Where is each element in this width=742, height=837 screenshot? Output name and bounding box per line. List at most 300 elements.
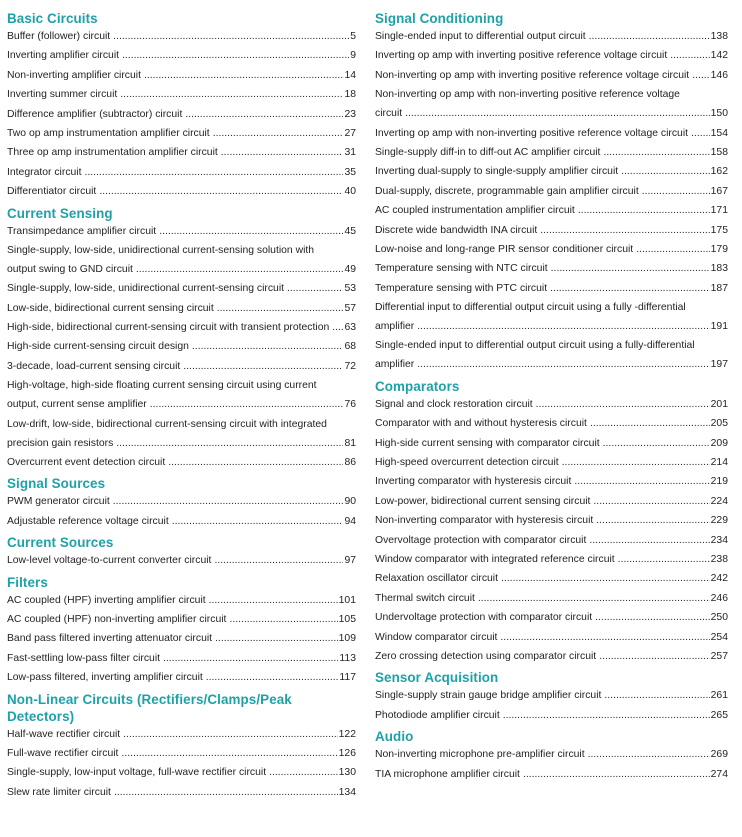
entry-title: Slew rate limiter circuit xyxy=(7,786,111,798)
toc-entry[interactable] xyxy=(7,728,356,741)
toc-entry[interactable] xyxy=(375,30,728,43)
page-number: 126 xyxy=(338,747,356,759)
page-number: 101 xyxy=(338,594,356,606)
toc-entry[interactable] xyxy=(7,379,356,411)
toc-entry[interactable] xyxy=(375,49,728,62)
dot-leader xyxy=(214,554,343,567)
page-number: 167 xyxy=(710,185,728,197)
entry-title: Difference amplifier (subtractor) circuit xyxy=(7,108,183,120)
entry-title: Fast-settling low-pass filter circuit xyxy=(7,652,161,664)
toc-entry[interactable] xyxy=(7,146,356,159)
toc-entry[interactable] xyxy=(7,652,356,665)
toc-entry[interactable] xyxy=(7,88,356,101)
page-number: 246 xyxy=(710,592,728,604)
dot-leader xyxy=(589,534,709,547)
page-number: 31 xyxy=(344,147,356,159)
page-number: 94 xyxy=(344,515,356,527)
dot-leader xyxy=(136,263,344,276)
entry-title: Half-wave rectifier circuit xyxy=(7,728,121,740)
page-number: 201 xyxy=(710,398,728,410)
dot-leader xyxy=(550,282,710,295)
entry-title-line: Non-inverting op amp with non-inverting positive reference voltage xyxy=(375,89,680,101)
toc-entry[interactable] xyxy=(375,572,728,585)
page-number: 242 xyxy=(710,573,728,585)
section-heading: Sensor Acquisition xyxy=(375,670,499,686)
section-heading: Comparators xyxy=(375,378,460,394)
entry-title: Transimpedance amplifier circuit xyxy=(7,225,157,237)
page-number: 214 xyxy=(710,457,728,469)
entry-title: Single-supply strain gauge bridge amplifier circuit xyxy=(375,690,602,702)
entry-title: amplifier xyxy=(375,321,415,333)
toc-section-filters xyxy=(7,574,356,685)
entry-title: Low-side, bidirectional current sensing circuit xyxy=(7,302,214,314)
dot-leader xyxy=(603,437,710,450)
page-number: 76 xyxy=(344,399,356,411)
entry-title: Inverting amplifier circuit xyxy=(7,50,120,62)
dot-leader xyxy=(168,456,343,469)
toc-entry[interactable] xyxy=(7,166,356,179)
toc-entry[interactable] xyxy=(7,185,356,198)
page-number: 122 xyxy=(338,728,356,740)
toc-entry[interactable] xyxy=(7,515,356,528)
page-number: 63 xyxy=(344,322,356,334)
entry-title: Two op amp instrumentation amplifier circuit xyxy=(7,127,210,139)
dot-leader xyxy=(206,671,339,684)
entry-title: Non-inverting microphone pre-amplifier circuit xyxy=(375,749,585,761)
entry-title: Overvoltage protection with comparator circuit xyxy=(375,534,587,546)
entry-title: Integrator circuit xyxy=(7,166,82,178)
entry-title-line: Single-supply, low-side, unidirectional current-sensing solution with xyxy=(7,244,315,256)
toc-section-non-linear-circuits-rectifiers-clamps-peak-detectors xyxy=(7,691,356,799)
dot-leader xyxy=(501,572,710,585)
entry-title: TIA microphone amplifier circuit xyxy=(375,768,520,780)
page-number: 158 xyxy=(710,146,728,158)
entry-title: Band pass filtered inverting attenuator circuit xyxy=(7,633,213,645)
entry-title-line: Differential input to differential output circuit using a fully -differential xyxy=(375,302,686,314)
entry-title: Three op amp instrumentation amplifier circuit xyxy=(7,147,218,159)
dot-leader xyxy=(213,127,344,140)
page-number: 162 xyxy=(710,166,728,178)
toc-right-column xyxy=(375,10,728,787)
toc-entry[interactable] xyxy=(375,437,728,450)
entry-title: Window comparator circuit xyxy=(375,631,498,643)
toc-entry[interactable] xyxy=(375,127,728,140)
toc-entry[interactable] xyxy=(375,592,728,605)
dot-leader xyxy=(500,631,709,644)
entry-title: output swing to GND circuit xyxy=(7,263,133,275)
section-heading: Current Sensing xyxy=(7,205,113,221)
toc-section-signal-sources xyxy=(7,475,356,527)
page-number: 134 xyxy=(338,786,356,798)
entry-title: Adjustable reference voltage circuit xyxy=(7,515,169,527)
toc-entry[interactable] xyxy=(375,534,728,547)
section-heading: Signal Sources xyxy=(7,476,106,492)
page-number: 57 xyxy=(344,302,356,314)
toc-entry-list xyxy=(375,689,728,721)
toc-entry[interactable] xyxy=(7,495,356,508)
toc-left-column xyxy=(7,10,356,805)
page-number: 234 xyxy=(710,534,728,546)
dot-leader xyxy=(229,613,337,626)
dot-leader xyxy=(574,475,709,488)
dot-leader xyxy=(122,49,349,62)
page-number: 205 xyxy=(710,418,728,430)
toc-entry[interactable] xyxy=(7,225,356,238)
toc-entry[interactable] xyxy=(7,418,356,450)
page-number: 18 xyxy=(344,89,356,101)
dot-leader xyxy=(85,166,344,179)
toc-entry[interactable] xyxy=(7,321,356,334)
entry-title: Temperature sensing with NTC circuit xyxy=(375,263,548,275)
page-number: 81 xyxy=(344,437,356,449)
toc-section-comparators xyxy=(375,378,728,663)
page-number: 191 xyxy=(710,321,728,333)
toc-entry[interactable] xyxy=(7,594,356,607)
dot-leader xyxy=(209,594,338,607)
entry-title: Single-supply, low-input voltage, full-wave rectifier circuit xyxy=(7,767,267,779)
toc-entry[interactable] xyxy=(7,69,356,82)
entry-title: AC coupled instrumentation amplifier circuit xyxy=(375,205,575,217)
entry-title-last-line xyxy=(7,398,356,411)
entry-title: Inverting summer circuit xyxy=(7,89,118,101)
page-number: 14 xyxy=(344,69,356,81)
page-number: 274 xyxy=(710,768,728,780)
entry-title-last-line xyxy=(7,437,356,450)
entry-title-last-line xyxy=(375,358,728,371)
toc-entry[interactable] xyxy=(375,748,728,761)
page-number: 5 xyxy=(350,31,356,42)
toc-entry[interactable] xyxy=(375,146,728,159)
toc-entry[interactable] xyxy=(375,398,728,411)
dot-leader xyxy=(588,748,710,761)
entry-title: Zero crossing detection using comparator circuit xyxy=(375,650,597,662)
dot-leader xyxy=(593,495,709,508)
entry-title: Window comparator with integrated reference circuit xyxy=(375,553,615,565)
dot-leader xyxy=(417,320,709,333)
page-number: 142 xyxy=(710,50,728,62)
dot-leader xyxy=(332,321,343,334)
dot-leader xyxy=(599,650,709,663)
entry-title: Non-inverting op amp with inverting positive reference voltage circuit xyxy=(375,69,690,81)
toc-entry[interactable] xyxy=(375,689,728,702)
toc-entry[interactable] xyxy=(375,495,728,508)
entry-title-line: Low-drift, low-side, bidirectional current-sensing circuit with integrated xyxy=(7,418,327,430)
entry-title: Low-noise and long-range PIR sensor conditioner circuit xyxy=(375,243,634,255)
dot-leader xyxy=(578,204,710,217)
toc-entry[interactable] xyxy=(7,632,356,645)
toc-entry-list xyxy=(375,398,728,663)
entry-title-line: Single-ended input to differential output circuit using a fully-differential xyxy=(375,340,695,352)
toc-entry[interactable] xyxy=(375,69,728,82)
entry-title: Single-supply diff-in to diff-out AC amplifier circuit xyxy=(375,146,601,158)
toc-entry-list xyxy=(7,495,356,527)
toc-section-sensor-acquisition xyxy=(375,669,728,721)
toc-entry[interactable] xyxy=(375,456,728,469)
dot-leader xyxy=(589,30,710,43)
dot-leader xyxy=(603,146,709,159)
page-number: 146 xyxy=(710,69,728,81)
entry-title: Thermal switch circuit xyxy=(375,592,475,604)
toc-entry[interactable] xyxy=(7,282,356,295)
toc-entry[interactable] xyxy=(375,475,728,488)
entry-title: Photodiode amplifier circuit xyxy=(375,709,500,721)
entry-title: 3-decade, load-current sensing circuit xyxy=(7,360,181,372)
toc-entry[interactable] xyxy=(7,302,356,315)
dot-leader xyxy=(562,456,710,469)
entry-title: Undervoltage protection with comparator circuit xyxy=(375,612,593,624)
dot-leader xyxy=(123,728,337,741)
toc-entry[interactable] xyxy=(375,611,728,624)
dot-leader xyxy=(113,30,349,43)
page-number: 183 xyxy=(710,263,728,275)
toc-entry[interactable] xyxy=(375,243,728,256)
toc-entry[interactable] xyxy=(7,30,356,43)
dot-leader xyxy=(287,282,343,295)
page-number: 45 xyxy=(344,225,356,237)
entry-title-last-line xyxy=(375,107,728,120)
entry-title: Low-pass filtered, inverting amplifier circuit xyxy=(7,672,203,684)
page-number: 187 xyxy=(710,282,728,294)
dot-leader xyxy=(114,786,338,799)
toc-entry[interactable] xyxy=(7,340,356,353)
toc-entry[interactable] xyxy=(375,553,728,566)
toc-section-basic-circuits xyxy=(7,10,356,198)
entry-title: Differentiator circuit xyxy=(7,186,97,198)
toc-entry[interactable] xyxy=(375,204,728,217)
dot-leader xyxy=(636,243,709,256)
toc-entry[interactable] xyxy=(375,224,728,237)
dot-leader xyxy=(405,107,710,120)
dot-leader xyxy=(150,398,344,411)
page-number: 175 xyxy=(710,224,728,236)
entry-title: High-side current-sensing circuit design xyxy=(7,341,189,353)
dot-leader xyxy=(536,398,710,411)
toc-entry[interactable] xyxy=(375,768,728,781)
toc-entry-list xyxy=(7,728,356,799)
entry-title-last-line xyxy=(375,320,728,333)
dot-leader xyxy=(121,747,337,760)
toc-entry-list xyxy=(375,30,728,371)
entry-title-line: High-voltage, high-side floating current sensing circuit using current xyxy=(7,380,317,392)
entry-title: Full-wave rectifier circuit xyxy=(7,747,119,759)
entry-title: Signal and clock restoration circuit xyxy=(375,398,533,410)
toc-entry[interactable] xyxy=(375,514,728,527)
toc-entry-list xyxy=(7,30,356,198)
dot-leader xyxy=(618,553,710,566)
page-number: 109 xyxy=(338,633,356,645)
toc-entry[interactable] xyxy=(7,613,356,626)
entry-title: High-speed overcurrent detection circuit xyxy=(375,457,559,469)
page-number: 254 xyxy=(710,631,728,643)
page-number: 224 xyxy=(710,495,728,507)
entry-title: Inverting dual-supply to single-supply amplifier circuit xyxy=(375,166,619,178)
toc-entry[interactable] xyxy=(375,282,728,295)
dot-leader xyxy=(192,340,344,353)
page-number: 269 xyxy=(710,749,728,761)
page-number: 86 xyxy=(344,457,356,469)
entry-title: Inverting op amp with non-inverting positive reference voltage circuit xyxy=(375,127,689,139)
dot-leader xyxy=(590,417,710,430)
page-number: 117 xyxy=(339,672,356,684)
dot-leader xyxy=(217,302,344,315)
toc-entry[interactable] xyxy=(375,185,728,198)
page-number: 238 xyxy=(710,553,728,565)
toc-entry[interactable] xyxy=(7,360,356,373)
entry-title: AC coupled (HPF) inverting amplifier circuit xyxy=(7,594,206,606)
toc-entry[interactable] xyxy=(375,165,728,178)
toc-entry[interactable] xyxy=(375,631,728,644)
entry-title: Inverting comparator with hysteresis circuit xyxy=(375,476,572,488)
toc-entry[interactable] xyxy=(7,127,356,140)
entry-title: Temperature sensing with PTC circuit xyxy=(375,282,548,294)
toc-section-current-sensing xyxy=(7,205,356,470)
page-number: 105 xyxy=(338,613,356,625)
toc-entry[interactable] xyxy=(375,417,728,430)
toc-entry-list xyxy=(7,594,356,685)
page-number: 138 xyxy=(710,31,728,42)
entry-title: Comparator with and without hysteresis circuit xyxy=(375,418,587,430)
dot-leader xyxy=(503,709,710,722)
page-number: 209 xyxy=(710,437,728,449)
section-heading: Filters xyxy=(7,574,48,590)
toc-entry[interactable] xyxy=(7,671,356,684)
page-number: 35 xyxy=(344,166,356,178)
toc-entry[interactable] xyxy=(7,244,356,276)
page-number: 53 xyxy=(344,283,356,295)
entry-title: Overcurrent event detection circuit xyxy=(7,457,166,469)
entry-title: Discrete wide bandwidth INA circuit xyxy=(375,224,538,236)
page-number: 265 xyxy=(710,709,728,721)
page-number: 90 xyxy=(344,496,356,508)
toc-entry[interactable] xyxy=(375,88,728,120)
dot-leader xyxy=(523,768,710,781)
toc-entry[interactable] xyxy=(7,456,356,469)
dot-leader xyxy=(183,360,343,373)
dot-leader xyxy=(595,611,710,624)
toc-entry[interactable] xyxy=(375,301,728,333)
entry-title: PWM generator circuit xyxy=(7,496,110,508)
dot-leader xyxy=(163,652,338,665)
dot-leader xyxy=(604,689,709,702)
dot-leader xyxy=(120,88,343,101)
dot-leader xyxy=(269,766,338,779)
page-number: 72 xyxy=(344,360,356,372)
page-number: 171 xyxy=(710,205,728,217)
toc-entry[interactable] xyxy=(7,554,356,567)
section-heading: Current Sources xyxy=(7,535,114,551)
dot-leader xyxy=(172,515,344,528)
toc-section-audio xyxy=(375,728,728,780)
toc-entry[interactable] xyxy=(7,49,356,62)
dot-leader xyxy=(113,495,344,508)
entry-title: High-side current sensing with comparator circuit xyxy=(375,437,600,449)
entry-title: Non-inverting amplifier circuit xyxy=(7,69,141,81)
entry-title: circuit xyxy=(375,108,403,120)
dot-leader xyxy=(159,225,343,238)
dot-leader xyxy=(221,146,344,159)
page-number: 40 xyxy=(344,186,356,198)
page-number: 113 xyxy=(339,652,356,664)
page-number: 179 xyxy=(710,243,728,255)
page-number: 150 xyxy=(710,108,728,120)
entry-title: Buffer (follower) circuit xyxy=(7,31,111,42)
toc-entry[interactable] xyxy=(375,650,728,663)
entry-title: Single-supply, low-side, unidirectional current-sensing circuit xyxy=(7,283,285,295)
page-number: 97 xyxy=(344,555,356,567)
toc-entry[interactable] xyxy=(7,108,356,121)
section-heading: Signal Conditioning xyxy=(375,11,504,26)
entry-title: output, current sense amplifier xyxy=(7,399,147,411)
dot-leader xyxy=(670,49,709,62)
page-number: 23 xyxy=(344,108,356,120)
entry-title: Relaxation oscillator circuit xyxy=(375,573,499,585)
page-number: 154 xyxy=(710,127,728,139)
dot-leader xyxy=(621,165,710,178)
toc-section-current-sources xyxy=(7,534,356,567)
dot-leader xyxy=(692,69,709,82)
entry-title: Dual-supply, discrete, programmable gain amplifier circuit xyxy=(375,185,639,197)
page-number: 27 xyxy=(344,127,356,139)
page-number: 261 xyxy=(710,690,728,702)
entry-title: Non-inverting comparator with hysteresis circuit xyxy=(375,515,594,527)
entry-title: Low-power, bidirectional current sensing circuit xyxy=(375,495,591,507)
page-number: 197 xyxy=(710,359,728,371)
entry-title: Low-level voltage-to-current converter circuit xyxy=(7,555,212,567)
page-number: 257 xyxy=(710,650,728,662)
page-number: 49 xyxy=(344,263,356,275)
dot-leader xyxy=(215,632,338,645)
dot-leader xyxy=(417,358,709,371)
toc-entry[interactable] xyxy=(375,339,728,371)
toc-entry[interactable] xyxy=(7,766,356,779)
dot-leader xyxy=(116,437,343,450)
toc-entry[interactable] xyxy=(375,262,728,275)
toc-entry-list xyxy=(7,225,356,470)
dot-leader xyxy=(691,127,710,140)
entry-title: amplifier xyxy=(375,359,415,371)
dot-leader xyxy=(144,69,343,82)
dot-leader xyxy=(540,224,709,237)
toc-entry-list xyxy=(7,554,356,567)
page-number: 250 xyxy=(710,612,728,624)
page-number: 68 xyxy=(344,341,356,353)
page-number: 229 xyxy=(710,515,728,527)
toc-section-signal-conditioning xyxy=(375,10,728,371)
toc-entry[interactable] xyxy=(7,786,356,799)
entry-title: precision gain resistors xyxy=(7,437,114,449)
page-number: 130 xyxy=(338,767,356,779)
section-heading: Non-Linear Circuits (Rectifiers/Clamps/Peak Detectors) xyxy=(7,691,292,724)
entry-title: High-side, bidirectional current-sensing circuit with transient protection xyxy=(7,322,330,334)
section-heading: Basic Circuits xyxy=(7,11,98,26)
dot-leader xyxy=(185,108,343,121)
entry-title: Single-ended input to differential output circuit xyxy=(375,31,586,42)
entry-title-last-line xyxy=(7,263,356,276)
toc-entry[interactable] xyxy=(375,709,728,722)
dot-leader xyxy=(551,262,710,275)
entry-title: AC coupled (HPF) non-inverting amplifier circuit xyxy=(7,613,227,625)
toc-entry-list xyxy=(375,748,728,780)
dot-leader xyxy=(642,185,710,198)
dot-leader xyxy=(478,592,710,605)
section-heading: Audio xyxy=(375,729,414,745)
dot-leader xyxy=(596,514,709,527)
dot-leader xyxy=(99,185,343,198)
toc-entry[interactable] xyxy=(7,747,356,760)
entry-title: Inverting op amp with inverting positive reference voltage circuit xyxy=(375,50,668,62)
page-number: 219 xyxy=(710,476,728,488)
page-number: 9 xyxy=(350,50,356,62)
